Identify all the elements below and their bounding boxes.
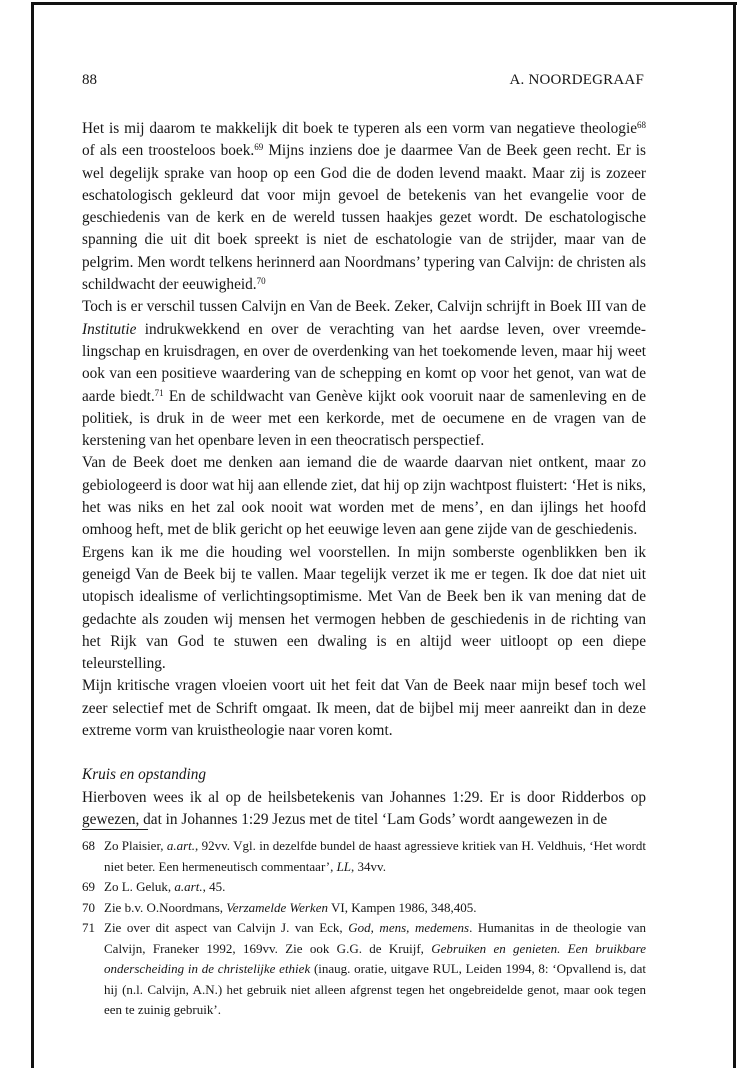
text-span: indrukwekkend en over de verachting van het aardse leven, over vreemdelingschap en kruisdragen, en over de overdenking van het toekomende leven, maar hij weet ook van een positieve waardering van de schepping en komt op voor het genot, van wat de aarde biedt. xyxy=(82,320,646,405)
footnote-ref-68: 68 xyxy=(637,120,646,130)
footnote-ref-69: 69 xyxy=(254,142,264,153)
footnote-71 xyxy=(82,918,646,1021)
paragraph-6: Hierboven wees ik al op de heilsbetekenis van Johannes 1:29. Er is door Ridderbos op gewezen, dat in Johannes 1:29 Jezus met de titel ‘Lam Gods’ wordt aangewezen in de xyxy=(82,788,646,828)
footnote-text xyxy=(104,836,646,877)
page-header xyxy=(82,70,644,90)
footnote-number: 70 xyxy=(82,899,95,915)
paragraph-1 xyxy=(82,118,646,296)
footnotes xyxy=(82,836,646,1021)
scan-border-left xyxy=(31,2,34,1068)
footnote-69 xyxy=(82,877,646,898)
paragraph-2 xyxy=(82,296,646,452)
footnote-text xyxy=(104,877,646,898)
footnote-italic: Gebruiken en genieten. Een bruikbare onderscheiding in de christelijke ethiek xyxy=(104,940,646,976)
scan-border-right xyxy=(733,2,736,1068)
footnote-span: Zie b.v. O.Noordmans, xyxy=(104,899,227,915)
text-span: of als een troosteloos boek. xyxy=(82,142,255,160)
footnote-text xyxy=(104,918,646,1021)
italic-title: Institutie xyxy=(82,320,137,338)
footnote-span: (inaug. oratie, uitgave RUL, Leiden 1994, 8: ‘Opvallend is, dat hij (n.l. Calvijn, A.N.) het gebruik niet alleen afgrenst tegen het ongebreidelde genot, maar ook tegen een te zuinig gebruik’. xyxy=(104,961,646,1017)
footnote-number: 68 xyxy=(82,838,95,853)
text-span: Toch is er verschil tussen Calvijn en Van de Beek. Zeker, Calvijn schrijft in Boek III van de xyxy=(82,298,646,316)
footnote-ref-71: 71 xyxy=(154,387,164,398)
footnote-span: Zo L. Geluk, xyxy=(104,879,175,894)
section-heading: Kruis en opstanding xyxy=(82,766,207,784)
scan-border-top xyxy=(31,2,737,5)
footnote-span: Zie over dit aspect van Calvijn J. van Eck, xyxy=(104,920,349,935)
footnote-span: . Humanitas in de theologie van Calvijn, Franeker 1992, 169vv. Zie ook G.G. de Kruijf, xyxy=(104,920,646,956)
footnote-ref-70: 70 xyxy=(256,276,266,287)
text-span: Het is mij daarom te makkelijk dit boek te typeren als een vorm van negatieve theologie xyxy=(82,120,637,137)
footnote-separator xyxy=(82,829,148,830)
footnote-italic: a.art. xyxy=(174,879,203,894)
paragraph-3: Van de Beek doet me denken aan iemand die de waarde daarvan niet ontkent, maar zo gebiologeerd is door wat hij aan ellende ziet, dat hij op zijn wachtpost fluistert: ‘Het is niks, het was niks en het zal ook nooit wat worden met de mens’, en dan ijlings het hoofd omhoog heft, met de blik gericht op het eeuwige leven aan gene zijde van de geschiedenis. xyxy=(82,454,646,539)
paragraph-5: Mijn kritische vragen vloeien voort uit het feit dat Van de Beek naar mijn besef toch wel zeer selectief met de Schrift omgaat. Ik meen, dat de bijbel mij meer aanreikt dan in deze extreme vorm van kruistheologie naar voren komt. xyxy=(82,677,646,740)
footnote-italic: Verzamelde Werken xyxy=(226,899,328,915)
page-number: 88 xyxy=(82,72,97,88)
footnote-span: Zo Plaisier, xyxy=(104,838,167,853)
footnote-span: , 45. xyxy=(202,879,226,894)
footnote-italic: God, mens, medemens xyxy=(348,920,470,935)
footnote-italic: LL xyxy=(336,858,352,874)
footnote-text xyxy=(104,898,646,919)
footnote-number: 71 xyxy=(82,920,95,935)
text-span: Mijns inziens doe je daarmee Van de Beek geen recht. Er is wel degelijk sprake van hoop op een God die de doden levend maakt. Maar zij is zozeer eschatologisch gekleurd dat voor mijn gevoel de betekenis van het evangelie voor de geschiedenis van de kerk en de wereld tussen haakjes gezet wordt. De eschatologische spanning die uit dit boek spreekt is niet de eschatologie van de strijder, maar van de pelgrim. Men wordt telkens herinnerd aan Noordmans’ typering van Calvijn: de christen als schildwacht der eeuwigheid. xyxy=(82,142,647,294)
footnote-span: , 92vv. Vgl. in dezelfde bundel de haast agressieve kritiek van H. Veldhuis, ‘Het wordt niet beter. Een hermeneutisch commentaar’, xyxy=(104,838,646,874)
running-head: A. NOORDEGRAAF xyxy=(509,72,644,88)
footnote-70 xyxy=(82,898,646,919)
body-text xyxy=(82,118,646,831)
footnote-68 xyxy=(82,836,646,877)
paragraph-4: Ergens kan ik me die houding wel voorstellen. In mijn somberste ogenblikken ben ik geneigd Van de Beek bij te vallen. Maar tegelijk verzet ik me er tegen. Ik doe dat niet uit utopisch idealisme of verlichtingsoptimisme. Met Van de Beek ben ik van mening dat de gedachte als zouden wij mensen het vermogen hebben de geschiedenis in de richting van het Rijk van God te stuwen een dwaling is en altijd weer uitloopt op een diepe teleurstelling. xyxy=(82,543,646,673)
footnote-span: , 34vv. xyxy=(351,858,386,874)
footnote-number: 69 xyxy=(82,879,95,894)
footnote-italic: a.art. xyxy=(166,838,196,853)
text-span: En de schildwacht van Genève kijkt ook vooruit naar de samenleving en de politiek, is druk in de weer met een kerkorde, met de oecumene en de vragen van de kerstening van het openbare leven in een theocratisch perspectief. xyxy=(82,387,646,450)
footnote-span: VI, Kampen 1986, 348,405. xyxy=(327,899,477,915)
